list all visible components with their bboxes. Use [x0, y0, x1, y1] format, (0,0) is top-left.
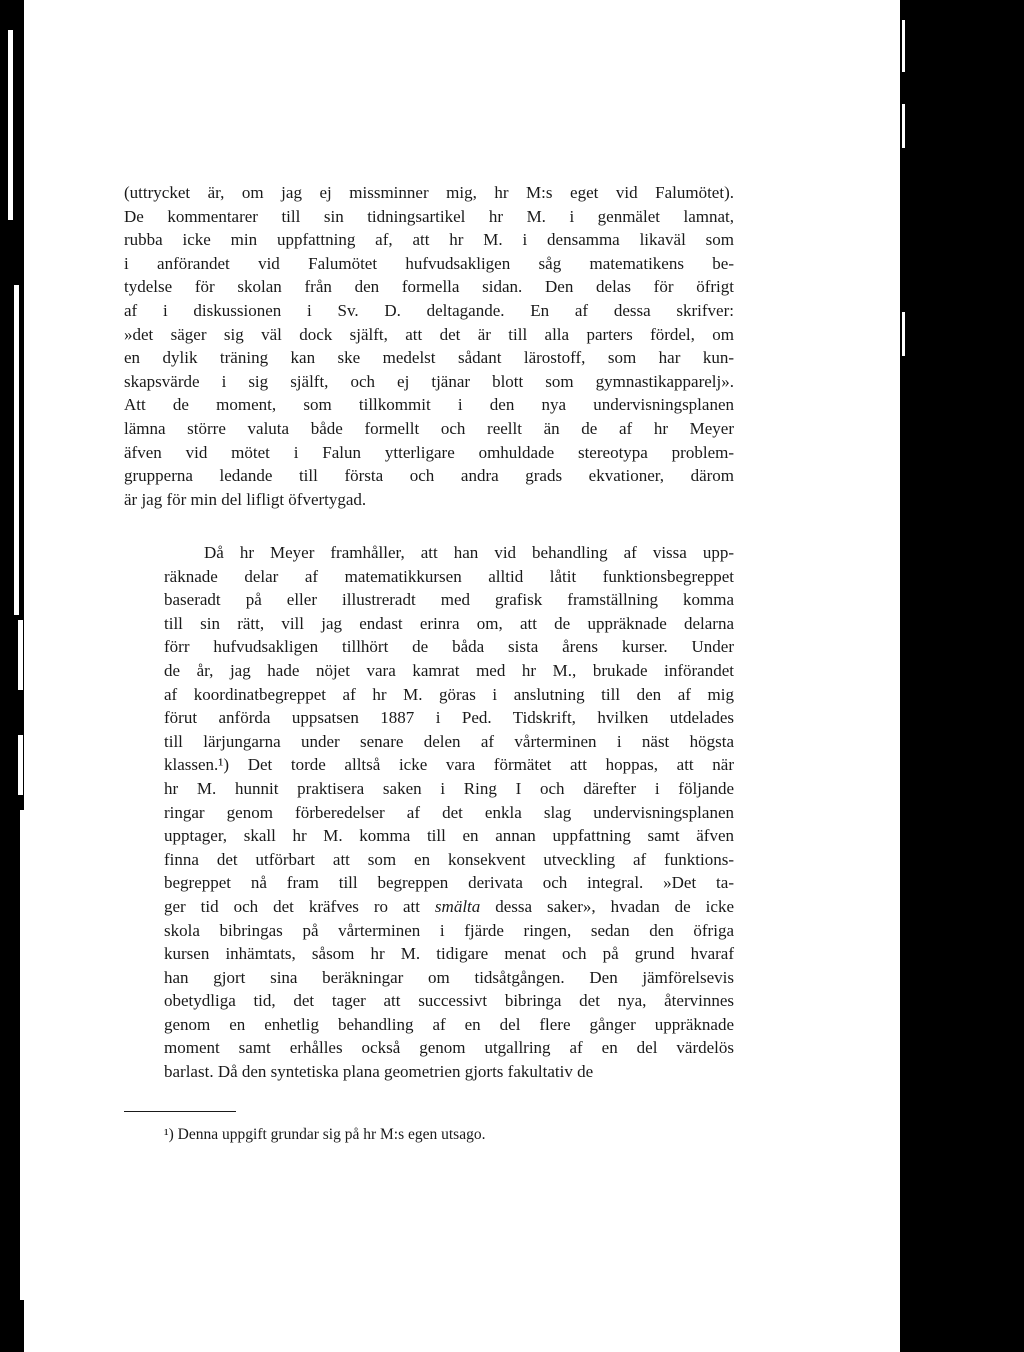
- text-line: rubba icke min uppfattning af, att hr M. i densamma likaväl som: [124, 230, 734, 250]
- text-line: (uttrycket är, om jag ej missminner mig, hr M:s eget vid Falumötet).: [124, 183, 734, 202]
- text-line: kursen inhämtats, såsom hr M. tidigare menat och på grund hvaraf: [164, 944, 734, 964]
- right-edge-strip: [902, 312, 905, 356]
- text-line: klassen.¹) Det torde alltså icke vara förmätet att hoppas, att när: [164, 755, 734, 775]
- text-line: skola bibringas på vårterminen i fjärde ringen, sedan den öfriga: [164, 920, 734, 940]
- text-line: räknade delar af matematikkursen alltid låtit funktionsbegreppet: [164, 566, 734, 586]
- text-line: skapsvärde i sig själft, och ej tjänar blott som gymnastikapparelj».: [124, 371, 734, 391]
- text-line: hr M. hunnit praktisera saken i Ring I och därefter i följande: [164, 778, 734, 798]
- text-line: Att de moment, som tillkommit i den nya undervisningsplanen: [124, 395, 734, 415]
- text-line: finna det utförbart att som en konsekvent utveckling af funktions-: [164, 849, 734, 869]
- text-line: de år, jag hade nöjet vara kamrat med hr M., brukade införandet: [164, 660, 734, 680]
- text-line: äfven vid mötet i Falun ytterligare omhuldade stereotypa problem-: [124, 442, 734, 462]
- footnote-separator: [124, 1111, 236, 1112]
- text-line: obetydliga tid, det tager att successivt bibringa det nya, återvinnes: [164, 991, 734, 1011]
- emphasized-word: smälta: [434, 896, 481, 916]
- text-line: moment samt erhålles också genom utgallring af en del värdelös: [164, 1038, 734, 1058]
- text-line: baseradt på eller illustreradt med grafisk framställning komma: [164, 590, 734, 610]
- text-line: förut anförda uppsatsen 1887 i Ped. Tidskrift, hvilken utdelades: [164, 708, 734, 728]
- text-line: De kommentarer till sin tidningsartikel hr M. i genmälet lamnat,: [124, 206, 734, 226]
- left-edge-strip: [8, 30, 13, 220]
- text-line: af i diskussionen i Sv. D. deltagande. En af dessa skrifver:: [124, 300, 734, 320]
- text-line: är jag för min del lifligt öfvertygad.: [124, 489, 367, 509]
- text-line: upptager, skall hr M. komma till en annan uppfattning samt äfven: [164, 826, 734, 846]
- paragraph-2: [124, 541, 734, 1084]
- text-line: lämna större valuta både formellt och reellt än de af hr Meyer: [124, 418, 734, 438]
- paragraph-1: [124, 181, 734, 511]
- left-edge-strip: [18, 735, 23, 795]
- text-line: ringar genom förberedelser af det enkla slag undervisningsplanen: [164, 802, 734, 822]
- text-line: tydelse för skolan från den formella sidan. Den delas för öfrigt: [124, 277, 734, 297]
- text-line: begreppet nå fram till begreppen derivata och integral. »Det ta-: [164, 873, 734, 893]
- text-line: »det säger sig väl dock själft, att det är till alla parters fördel, om: [124, 324, 734, 344]
- text-line: grupperna ledande till första och andra grads ekvationer, därom: [124, 466, 734, 486]
- text-line: ger tid och det kräfves ro att smälta dessa saker», hvadan de icke: [164, 896, 734, 916]
- text-line: genom en enhetlig behandling af en del flere gånger uppräknade: [164, 1014, 734, 1034]
- text-line: förr hufvudsakligen tillhört de båda sista årens kurser. Under: [164, 637, 734, 657]
- right-edge-strip: [902, 104, 905, 148]
- text-line: Då hr Meyer framhåller, att han vid behandling af vissa upp-: [204, 543, 734, 562]
- left-edge-strip: [18, 620, 23, 690]
- text-line: till lärjungarna under senare delen af vårterminen i näst högsta: [164, 731, 734, 751]
- text-line: till sin rätt, vill jag endast erinra om, att de uppräknade delarna: [164, 613, 734, 633]
- text-line: en dylik träning kan ske medelst sådant lärostoff, som har kun-: [124, 348, 734, 368]
- left-edge-strip: [20, 810, 25, 1300]
- text-line: barlast. Då den syntetiska plana geometrien gjorts fakultativ de: [164, 1062, 594, 1082]
- right-edge-strip: [902, 20, 905, 72]
- text-line: han gjort sina beräkningar om tidsåtgången. Den jämförelsevis: [164, 967, 734, 987]
- text-line: af koordinatbegreppet af hr M. göras i anslutning till den af mig: [164, 684, 734, 704]
- text-line: i anförandet vid Falumötet hufvudsakligen såg matematikens be-: [124, 253, 734, 273]
- footnote: ¹) Denna uppgift grundar sig på hr M:s egen utsago.: [164, 1126, 486, 1143]
- left-edge-strip: [14, 285, 19, 615]
